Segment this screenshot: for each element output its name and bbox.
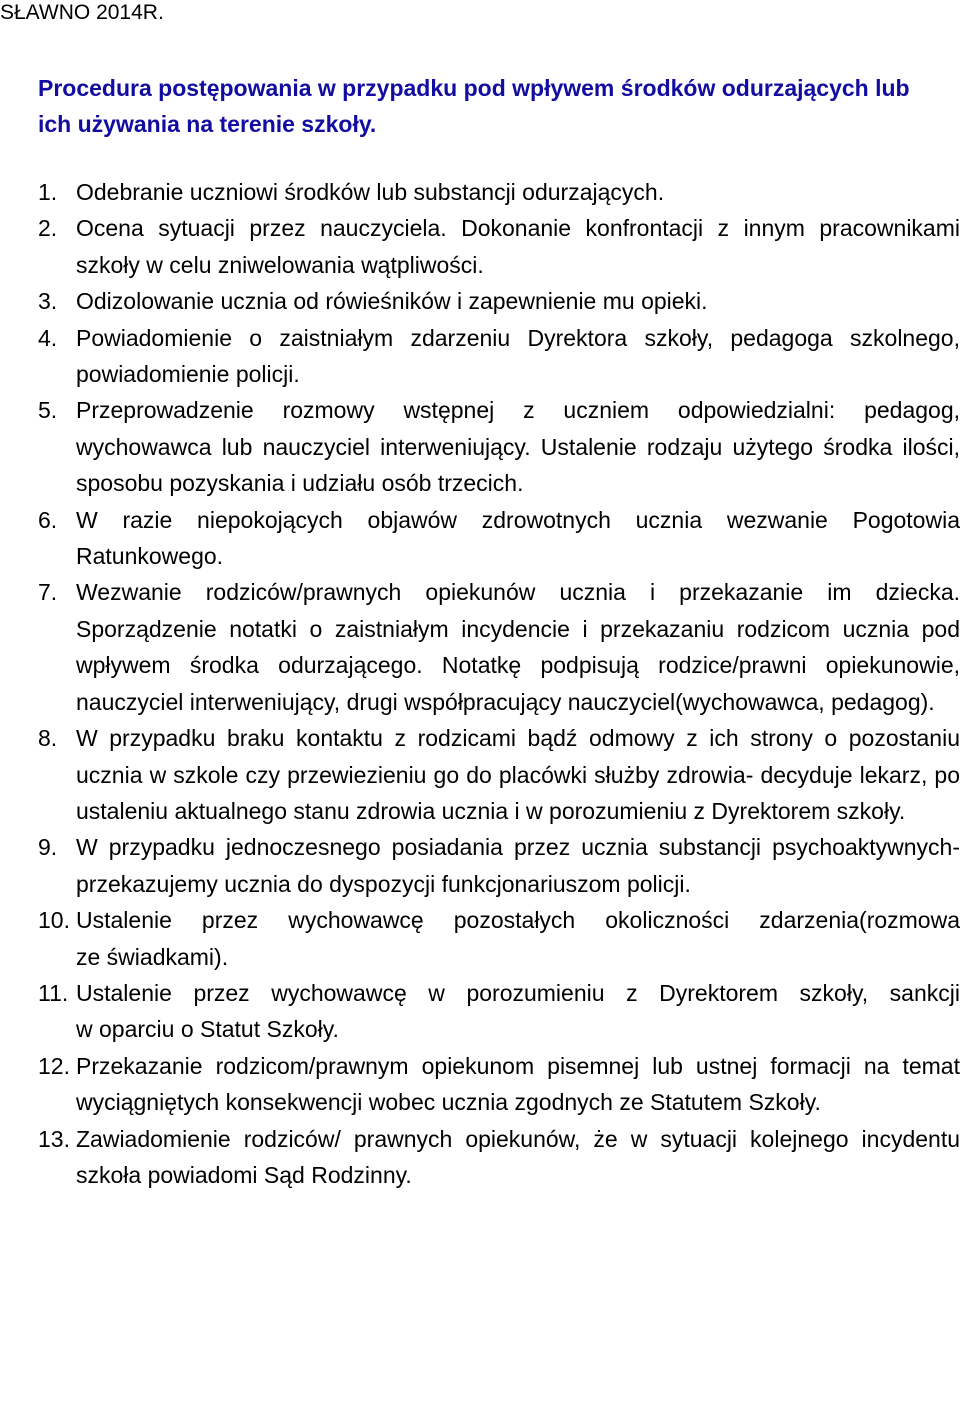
item-text: Odizolowanie ucznia od rówieśników i zapewnienie mu opieki.: [76, 288, 708, 315]
item-number: 6.: [38, 506, 58, 533]
list-item: [38, 210, 960, 283]
item-text: Ocena sytuacji przez nauczyciela. Dokonanie konfrontacji z innym pracownikami szkoły w celu zniwelowania wątpliwości.: [76, 215, 960, 278]
item-number: 13.: [38, 1125, 70, 1152]
list-item: [38, 975, 960, 1048]
list-item: [38, 320, 960, 393]
list-item: [38, 174, 960, 210]
item-number: 3.: [38, 288, 58, 315]
item-number: 12.: [38, 1052, 70, 1079]
item-text-line: Ustalenie przez wychowawcę pozostałych okoliczności zdarzenia(rozmowa: [76, 907, 960, 934]
item-text-line: Ustalenie przez wychowawcę w porozumieniu z Dyrektorem szkoły, sankcji: [76, 979, 960, 1006]
list-item: [38, 283, 960, 319]
list-item: [38, 574, 960, 720]
item-text: W przypadku braku kontaktu z rodzicami bądź odmowy z ich strony o pozostaniu ucznia w szkole czy przewiezieniu go do placówki służby zdrowia- decyduje lekarz, po ustaleniu aktualnego stanu zdrowia ucznia i w porozumieniu z Dyrektorem szkoły.: [76, 725, 960, 824]
item-number: 1.: [38, 179, 58, 205]
list-item: [38, 720, 960, 829]
item-text: W razie niepokojących objawów zdrowotnych ucznia wezwanie Pogotowia Ratunkowego.: [76, 506, 960, 570]
item-number: 5.: [38, 397, 58, 424]
item-text: W przypadku jednoczesnego posiadania przez ucznia substancji psychoaktywnych- przekazujemy ucznia do dyspozycji funkcjonariuszom policji.: [76, 834, 960, 897]
item-number: 8.: [38, 725, 58, 752]
document-title: Procedura postępowania w przypadku pod wpływem środków odurzających lub ich używania na terenie szkoły.: [38, 75, 910, 137]
item-number: 10.: [38, 907, 70, 934]
item-text: Zawiadomienie rodziców/ prawnych opiekunów, że w sytuacji kolejnego incydentu szkoła powiadomi Sąd Rodzinny.: [76, 1125, 960, 1188]
list-item: [38, 392, 960, 501]
document-header: SŁAWNO 2014R.: [0, 1, 164, 24]
list-item: [38, 902, 960, 975]
item-number: 9.: [38, 834, 58, 861]
list-item: [38, 1048, 960, 1121]
item-text-line: w oparciu o Statut Szkoły.: [76, 1016, 339, 1043]
item-text-line: ze świadkami).: [76, 943, 229, 970]
item-number: 11.: [38, 979, 69, 1006]
item-text: Wezwanie rodziców/prawnych opiekunów ucznia i przekazanie im dziecka. Sporządzenie notatki o zaistniałym incydencie i przekazaniu rodzicom ucznia pod wpływem środka odurzającego. Notatkę podpisują rodzice/prawni opiekunowie, nauczyciel interweniujący, drugi współpracujący nauczyciel(wychowawca, pedagog).: [76, 579, 960, 715]
list-item: [38, 502, 960, 575]
item-text: Przeprowadzenie rozmowy wstępnej z uczniem odpowiedzialni: pedagog, wychowawca lub nauczyciel interweniujący. Ustalenie rodzaju użytego środka ilości, sposobu pozyskania i udziału osób trzecich.: [76, 397, 960, 497]
item-number: 7.: [38, 579, 58, 606]
item-text: Przekazanie rodzicom/prawnym opiekunom pisemnej lub ustnej formacji na temat wyciągniętych konsekwencji wobec ucznia zgodnych ze Statutem Szkoły.: [76, 1052, 960, 1116]
item-text: Odebranie uczniowi środków lub substancji odurzających.: [76, 179, 665, 205]
item-number: 4.: [38, 324, 58, 351]
item-number: 2.: [38, 215, 58, 242]
list-item: [38, 1121, 960, 1194]
list-item: [38, 829, 960, 902]
item-text: Powiadomienie o zaistniałym zdarzeniu Dyrektora szkoły, pedagoga szkolnego, powiadomienie policji.: [76, 324, 960, 388]
procedure-list: [38, 174, 960, 1193]
